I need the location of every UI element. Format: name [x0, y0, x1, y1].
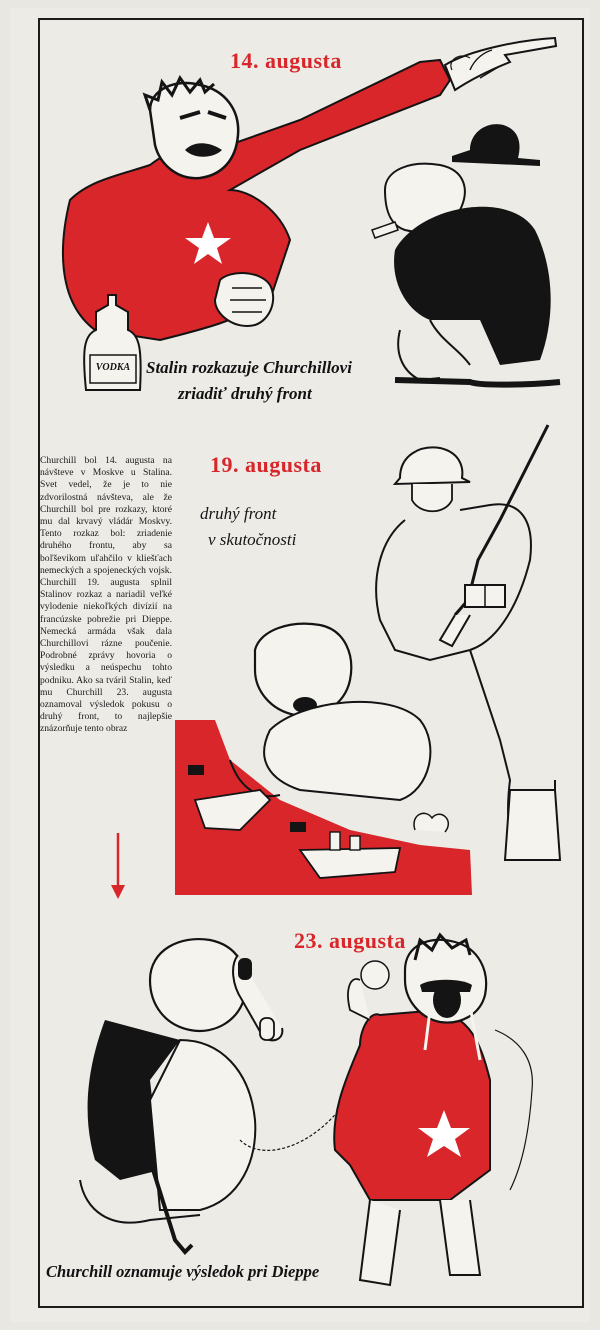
- panel1-churchill-figure: [372, 124, 560, 385]
- panel1-date: 14. augusta: [230, 48, 342, 73]
- panel3-stalin-crying: [334, 935, 532, 1285]
- panel3-churchill-phone: [80, 939, 358, 1252]
- panel2-caption-line2: v skutočnosti: [208, 530, 297, 549]
- panel1-caption-line2: zriadiť druhý front: [178, 384, 312, 403]
- panel2-date: 19. augusta: [210, 452, 322, 477]
- down-arrow-icon: [108, 833, 128, 901]
- bottle-label: VODKA: [95, 362, 131, 373]
- panel2-caption-line1: druhý front: [200, 504, 277, 523]
- panel3-date: 23. augusta: [294, 928, 406, 953]
- panel1-caption-line1: Stalin rozkazuje Churchillovi: [146, 358, 352, 377]
- panel3-caption: Churchill oznamuje výsledok pri Dieppe: [46, 1262, 320, 1281]
- article-body: Churchill bol 14. augusta na návšteve v Moskve u Stalina. Svet vedel, že je to nie zdvorilostná návšteva, ale že Churchill bol pre rozkazy, ktoré mu dal krvavý vládár Moskvy. Tento rozkaz bol: zriadenie druhého frontu, aby sa boľševikom uľahčilo v kliešťach nemeckých a spojeneckých vojsk. Churchill 19. augusta splnil Stalinov rozkaz a nariadil veľké vylodenie niekoľkých divízií na francúzske pobrežie pri Dieppe. Nemecká armáda však dala Churchillovi rázne poučenie. Podrobné zprávy hovoria o výsledku a neúspechu tohto podniku. Ako sa tváril Stalin, keď mu Churchill 23. augusta oznamoval výsledok pokusu o druhý front, to najlepšie znázorňuje tento obraz: [40, 455, 172, 735]
